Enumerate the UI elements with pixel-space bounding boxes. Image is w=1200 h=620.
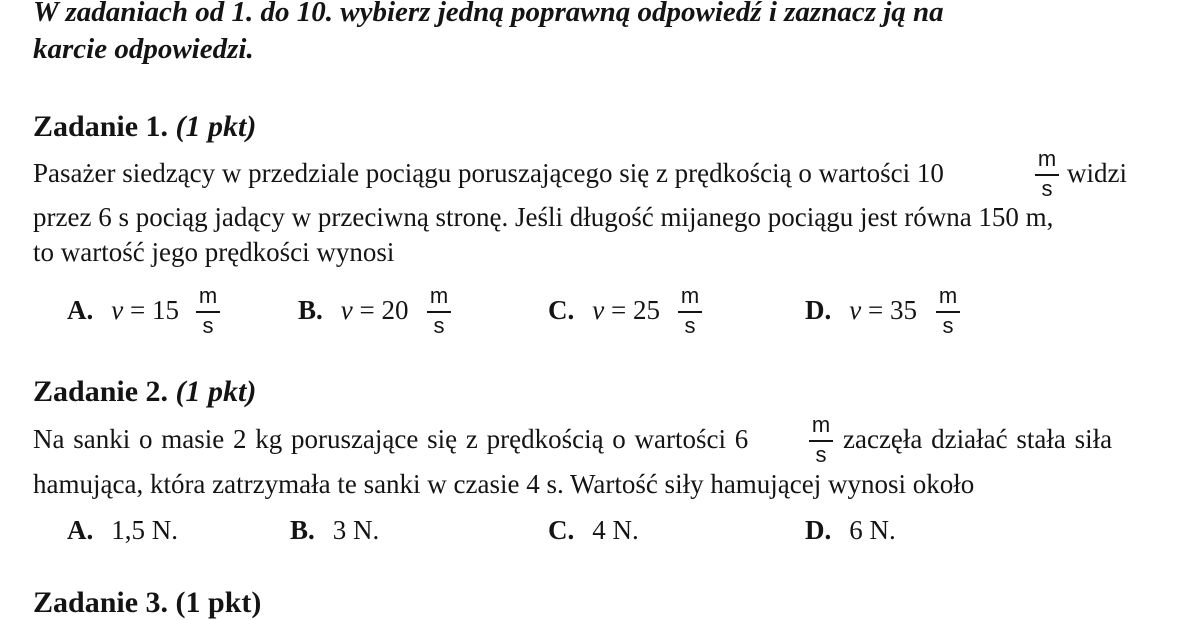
task-2-line-1: Na sanki o masie 2 kg poruszające się z prędkością o wartości 6 xyxy=(33,424,749,454)
option-letter: C. xyxy=(548,295,575,325)
option-value: = 15 xyxy=(129,295,179,325)
task-2-option-a[interactable] xyxy=(67,515,178,546)
task-1-heading xyxy=(33,110,256,144)
velocity-symbol: v xyxy=(340,295,353,325)
option-letter: A. xyxy=(67,515,94,545)
unit-denominator: s xyxy=(942,313,954,338)
task-3-heading: Zadanie 3. (1 pkt) xyxy=(33,586,262,619)
task-1-points: (1 pkt) xyxy=(175,110,257,143)
option-value: = 25 xyxy=(610,295,660,325)
task-2-option-c[interactable] xyxy=(548,515,639,546)
option-value: = 35 xyxy=(867,295,917,325)
option-letter: D. xyxy=(805,295,832,325)
option-value: = 20 xyxy=(359,295,409,325)
unit-numerator: m xyxy=(429,283,449,308)
unit-numerator: m xyxy=(1037,146,1057,171)
instruction-line-1: W zadaniach od 1. do 10. wybierz jedną poprawną odpowiedź i zaznacz ją na xyxy=(33,0,944,28)
option-value: 3 N. xyxy=(332,515,380,545)
unit-numerator: m xyxy=(811,412,831,437)
task-1-option-a[interactable] xyxy=(67,295,179,326)
task-1-line-2: przez 6 s pociąg jadący w przeciwną stronę. Jeśli długość mijanego pociągu jest równa 150 m, xyxy=(33,202,1054,232)
option-letter: B. xyxy=(290,515,315,545)
option-letter: B. xyxy=(298,295,323,325)
option-letter: D. xyxy=(805,515,832,545)
unit-denominator: s xyxy=(202,313,214,338)
task-2-number: Zadanie 2. xyxy=(33,375,169,408)
unit-numerator: m xyxy=(938,283,958,308)
option-letter: C. xyxy=(548,515,575,545)
task-1-option-c[interactable] xyxy=(548,295,660,326)
unit-numerator: m xyxy=(680,283,700,308)
unit-denominator: s xyxy=(1041,176,1053,201)
task-2-heading xyxy=(33,375,256,409)
velocity-symbol: v xyxy=(849,295,862,325)
option-value: 6 N. xyxy=(849,515,896,545)
task-1-line-3: to wartość jego prędkości wynosi xyxy=(33,237,395,267)
unit-denominator: s xyxy=(433,313,445,338)
task-1-option-b[interactable] xyxy=(298,295,408,326)
task-2-line-1-end: zaczęła działać stała siła xyxy=(843,424,1113,454)
task-1-option-d[interactable] xyxy=(805,295,917,326)
instruction-line-2: karcie odpowiedzi. xyxy=(33,33,254,65)
task-1-line-1-end: widzi xyxy=(1067,158,1127,188)
option-value: 1,5 N. xyxy=(111,515,178,545)
task-2-points: (1 pkt) xyxy=(175,375,257,408)
velocity-symbol: v xyxy=(111,295,124,325)
unit-numerator: m xyxy=(198,283,218,308)
option-value: 4 N. xyxy=(592,515,639,545)
task-1-line-1: Pasażer siedzący w przedziale pociągu poruszającego się z prędkością o wartości 10 xyxy=(33,158,944,188)
task-2-option-d[interactable] xyxy=(805,515,896,546)
velocity-symbol: v xyxy=(592,295,605,325)
task-2-option-b[interactable] xyxy=(290,515,379,546)
task-1-number: Zadanie 1. xyxy=(33,110,169,143)
task-2-line-2: hamująca, która zatrzymała te sanki w czasie 4 s. Wartość siły hamującej wynosi około xyxy=(33,469,975,499)
option-letter: A. xyxy=(67,295,94,325)
unit-denominator: s xyxy=(815,442,827,467)
unit-denominator: s xyxy=(684,313,696,338)
